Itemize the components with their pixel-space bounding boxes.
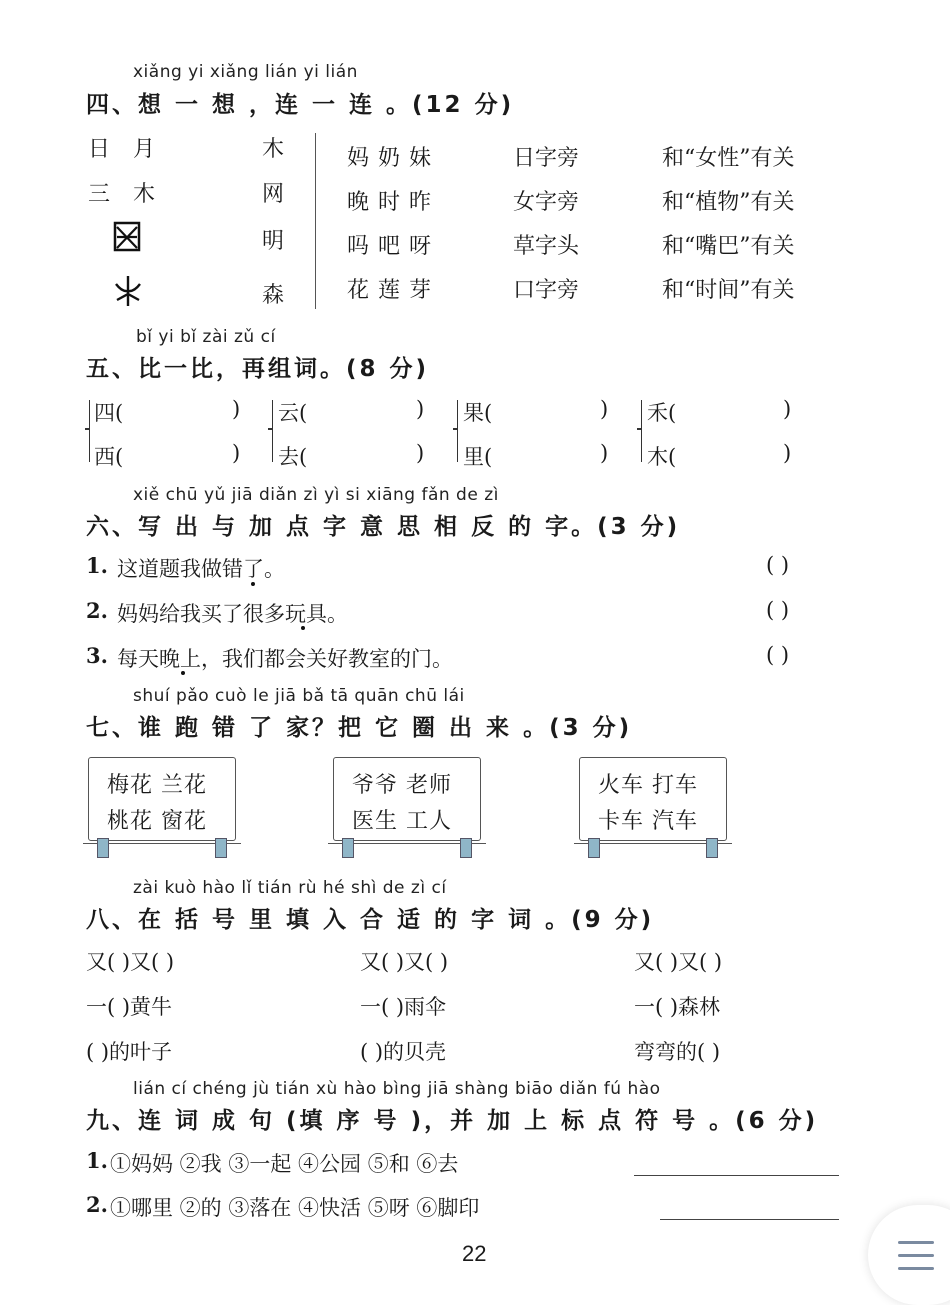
hamburger-menu-icon bbox=[898, 1241, 934, 1244]
s5-pair-3-close-bottom: ) bbox=[600, 441, 609, 465]
s5-pinyin: bǐ yi bǐ zài zǔ cí bbox=[136, 327, 276, 347]
board-3-clip-left bbox=[588, 838, 600, 858]
s8-r3-c3: 弯弯的( ) bbox=[634, 1040, 721, 1064]
s4-radical-3: 草字头 bbox=[513, 234, 580, 259]
board-2-line-1: 爷爷 老师 bbox=[352, 773, 452, 798]
s8-r1-c2: 又( )又( ) bbox=[360, 950, 449, 974]
s6-item-1-paren: ( ) bbox=[766, 553, 790, 577]
s4-result-4: 森 bbox=[262, 283, 285, 308]
s4-result-2: 网 bbox=[262, 182, 285, 207]
s4-meaning-1: 和“女性”有关 bbox=[662, 146, 795, 171]
s8-r1-c1: 又( )又( ) bbox=[86, 950, 175, 974]
ancient-tree-glyph bbox=[112, 274, 144, 308]
s9-item-2-text: ①哪里 ②的 ③落在 ④快活 ⑤呀 ⑥脚印 bbox=[110, 1196, 480, 1220]
board-1-clip-right bbox=[215, 838, 227, 858]
board-1-clip-left bbox=[97, 838, 109, 858]
s8-r3-c1: ( )的叶子 bbox=[86, 1040, 173, 1064]
s5-pair-4-bottom: 木( bbox=[647, 445, 677, 469]
s6-heading: 六、写 出 与 加 点 字 意 思 相 反 的 字。(3 分) bbox=[86, 514, 681, 540]
s9-answer-line-2[interactable] bbox=[660, 1219, 839, 1220]
s6-item-3-text: 每天晚上，我们都会关好教室的门。 bbox=[117, 647, 453, 671]
s4-words-1: 妈 奶 妹 bbox=[347, 146, 432, 171]
s5-pair-3-bottom: 里( bbox=[463, 445, 493, 469]
word-board-vehicles bbox=[579, 757, 727, 841]
s9-answer-line-1[interactable] bbox=[634, 1175, 839, 1176]
s5-pair-1-close-bottom: ) bbox=[232, 441, 241, 465]
s7-pinyin: shuí pǎo cuò le jiā bǎ tā quān chū lái bbox=[133, 686, 465, 706]
board-3-line-1: 火车 打车 bbox=[598, 773, 698, 798]
emphasis-dot-1 bbox=[251, 582, 255, 586]
board-1-line-1: 梅花 兰花 bbox=[107, 773, 207, 798]
board-2-line-2: 医生 工人 bbox=[352, 809, 452, 834]
hamburger-menu-button[interactable] bbox=[868, 1205, 950, 1305]
s6-item-1-text: 这道题我做错了。 bbox=[117, 557, 285, 581]
s5-pair-1-bottom: 西( bbox=[94, 445, 124, 469]
s4-result-3: 明 bbox=[262, 229, 285, 254]
s8-r2-c2: 一( )雨伞 bbox=[360, 995, 447, 1019]
board-3-line-2: 卡车 汽车 bbox=[598, 809, 698, 834]
s5-pair-2-top: 云( bbox=[278, 401, 308, 425]
s4-words-2: 晚 时 昨 bbox=[347, 190, 432, 215]
s5-pair-1-close-top: ) bbox=[232, 397, 241, 421]
s5-pair-3-close-top: ) bbox=[600, 397, 609, 421]
s4-divider bbox=[315, 133, 316, 309]
s8-heading: 八、在 括 号 里 填 入 合 适 的 字 词 。(9 分) bbox=[86, 907, 655, 933]
s4-result-1: 木 bbox=[262, 137, 285, 162]
s4-words-4: 花 莲 芽 bbox=[347, 278, 432, 303]
s6-item-2-text: 妈妈给我买了很多玩具。 bbox=[117, 602, 348, 626]
s6-item-2-num: 2. bbox=[86, 598, 108, 623]
page-number: 22 bbox=[462, 1241, 487, 1266]
board-2-clip-left bbox=[342, 838, 354, 858]
hamburger-menu-icon-bar bbox=[898, 1267, 934, 1270]
s9-pinyin: lián cí chéng jù tián xù hào bìng jiā shàng biāo diǎn fú hào bbox=[133, 1079, 661, 1099]
s6-item-3-num: 3. bbox=[86, 643, 108, 668]
s5-heading: 五、比一比，再组词。(8 分) bbox=[86, 356, 430, 382]
s9-item-1-text: ①妈妈 ②我 ③一起 ④公园 ⑤和 ⑥去 bbox=[110, 1152, 459, 1176]
s4-left-word-2: 三 木 bbox=[88, 182, 163, 207]
ancient-net-glyph bbox=[112, 220, 144, 254]
s6-pinyin: xiě chū yǔ jiā diǎn zì yì si xiāng fǎn de zì bbox=[133, 485, 499, 505]
emphasis-dot-2 bbox=[301, 626, 305, 630]
s9-item-1-num: 1. bbox=[86, 1148, 108, 1173]
s5-pair-1-top: 四( bbox=[94, 401, 124, 425]
s5-pair-3-top: 果( bbox=[463, 401, 493, 425]
s4-heading: 四、想 一 想 ，连 一 连 。(12 分) bbox=[86, 92, 515, 118]
s4-meaning-4: 和“时间”有关 bbox=[662, 278, 795, 303]
s4-meaning-2: 和“植物”有关 bbox=[662, 190, 795, 215]
s4-pinyin: xiǎng yi xiǎng lián yi lián bbox=[133, 62, 358, 82]
s8-pinyin: zài kuò hào lǐ tián rù hé shì de zì cí bbox=[133, 878, 447, 898]
s5-pair-2-close-bottom: ) bbox=[416, 441, 425, 465]
board-2-clip-right bbox=[460, 838, 472, 858]
s4-radical-4: 口字旁 bbox=[513, 278, 580, 303]
s6-item-3-paren: ( ) bbox=[766, 643, 790, 667]
s5-pair-2-bottom: 去( bbox=[278, 445, 308, 469]
s8-r2-c1: 一( )黄牛 bbox=[86, 995, 173, 1019]
s4-meaning-3: 和“嘴巴”有关 bbox=[662, 234, 795, 259]
s4-radical-2: 女字旁 bbox=[513, 190, 580, 215]
s8-r3-c2: ( )的贝壳 bbox=[360, 1040, 447, 1064]
s4-words-3: 吗 吧 呀 bbox=[347, 234, 432, 259]
board-1-line-2: 桃花 窗花 bbox=[107, 809, 207, 834]
s6-item-2-paren: ( ) bbox=[766, 598, 790, 622]
s9-heading: 九、连 词 成 句 (填 序 号 )，并 加 上 标 点 符 号 。(6 分) bbox=[86, 1108, 819, 1134]
s4-radical-1: 日字旁 bbox=[513, 146, 580, 171]
s8-r2-c3: 一( )森林 bbox=[634, 995, 721, 1019]
s5-pair-2-close-top: ) bbox=[416, 397, 425, 421]
hamburger-menu-icon-bar bbox=[898, 1254, 934, 1257]
emphasis-dot-3 bbox=[181, 671, 185, 675]
s9-item-2-num: 2. bbox=[86, 1192, 108, 1217]
word-board-people bbox=[333, 757, 481, 841]
word-board-flowers bbox=[88, 757, 236, 841]
s7-heading: 七、谁 跑 错 了 家？把 它 圈 出 来 。(3 分) bbox=[86, 715, 633, 741]
s6-item-1-num: 1. bbox=[86, 553, 108, 578]
s4-left-word-1: 日 月 bbox=[88, 137, 163, 162]
s5-pair-4-top: 禾( bbox=[647, 401, 677, 425]
s5-pair-4-close-top: ) bbox=[783, 397, 792, 421]
s5-pair-4-close-bottom: ) bbox=[783, 441, 792, 465]
s8-r1-c3: 又( )又( ) bbox=[634, 950, 723, 974]
board-3-clip-right bbox=[706, 838, 718, 858]
